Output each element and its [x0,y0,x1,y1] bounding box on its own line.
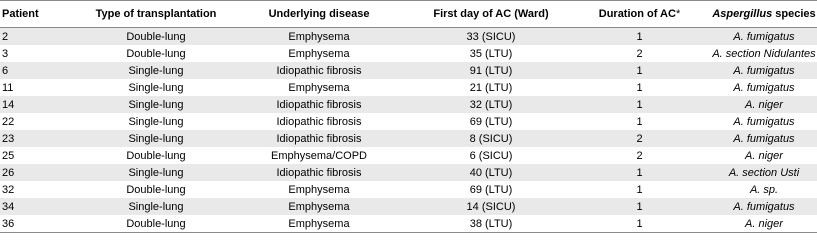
table-row [0,96,817,113]
cell-duration: 1 [568,113,711,130]
cell-underlying-disease: Idiopathic fibrosis [224,130,414,147]
cell-underlying-disease: Idiopathic fibrosis [224,164,414,181]
cell-patient: 23 [0,130,88,147]
cell-duration: 1 [568,79,711,96]
cell-species: A. fumigatus [711,198,817,215]
table-row [0,164,817,181]
cell-species: A. section Nidulantes [711,45,817,62]
table-row [0,215,817,233]
cell-patient: 14 [0,96,88,113]
cell-species: A. fumigatus [711,28,817,46]
header-transplant-type: Type of transplantation [88,1,224,28]
cell-species: A. fumigatus [711,113,817,130]
cell-first-day: 33 (SICU) [414,28,568,46]
table-header [0,1,817,28]
cell-underlying-disease: Emphysema [224,181,414,198]
cell-duration: 1 [568,96,711,113]
header-species [711,1,817,28]
cell-species: A. section Usti [711,164,817,181]
cell-duration: 1 [568,164,711,181]
cell-transplant-type: Double-lung [88,215,224,233]
cell-species: A. niger [711,96,817,113]
cell-transplant-type: Double-lung [88,147,224,164]
cell-underlying-disease: Idiopathic fibrosis [224,113,414,130]
cell-patient: 26 [0,164,88,181]
cell-duration: 1 [568,198,711,215]
table-row [0,113,817,130]
cell-transplant-type: Single-lung [88,96,224,113]
cell-first-day: 14 (SICU) [414,198,568,215]
header-species-genus: Aspergillus [712,8,773,20]
cell-transplant-type: Single-lung [88,62,224,79]
header-patient: Patient [0,1,88,28]
cell-underlying-disease: Emphysema [224,215,414,233]
cell-species: A. fumigatus [711,79,817,96]
cell-transplant-type: Single-lung [88,79,224,96]
cell-underlying-disease: Emphysema/COPD [224,147,414,164]
cell-first-day: 21 (LTU) [414,79,568,96]
table-row [0,198,817,215]
cell-underlying-disease: Idiopathic fibrosis [224,96,414,113]
cell-patient: 25 [0,147,88,164]
cell-duration: 1 [568,28,711,46]
cell-duration: 1 [568,181,711,198]
cell-transplant-type: Single-lung [88,198,224,215]
cell-patient: 11 [0,79,88,96]
cell-underlying-disease: Idiopathic fibrosis [224,62,414,79]
cell-underlying-disease: Emphysema [224,28,414,46]
table-row [0,62,817,79]
cell-underlying-disease: Emphysema [224,198,414,215]
cell-species: A. fumigatus [711,130,817,147]
cell-transplant-type: Double-lung [88,28,224,46]
header-first-day: First day of AC (Ward) [414,1,568,28]
cell-first-day: 35 (LTU) [414,45,568,62]
cell-first-day: 6 (SICU) [414,147,568,164]
cell-duration: 1 [568,62,711,79]
cell-patient: 6 [0,62,88,79]
header-species-suffix: species [772,8,816,20]
cell-patient: 34 [0,198,88,215]
cell-species: A. fumigatus [711,62,817,79]
cell-patient: 36 [0,215,88,233]
cell-first-day: 40 (LTU) [414,164,568,181]
header-duration-footnote-mark: * [675,8,681,20]
cell-species: A. sp. [711,181,817,198]
cell-first-day: 32 (LTU) [414,96,568,113]
cell-species: A. niger [711,215,817,233]
table-row [0,79,817,96]
cell-first-day: 69 (LTU) [414,181,568,198]
table-row [0,45,817,62]
cell-patient: 32 [0,181,88,198]
cell-duration: 2 [568,45,711,62]
header-underlying-disease: Underlying disease [224,1,414,28]
header-duration-label: Duration of AC [598,8,676,20]
table-body [0,28,817,233]
cell-duration: 2 [568,147,711,164]
cell-transplant-type: Double-lung [88,181,224,198]
cell-patient: 2 [0,28,88,46]
cell-underlying-disease: Emphysema [224,45,414,62]
cell-first-day: 69 (LTU) [414,113,568,130]
table-row [0,28,817,46]
table-row [0,181,817,198]
cell-duration: 2 [568,130,711,147]
table-row [0,147,817,164]
cell-patient: 3 [0,45,88,62]
header-duration [568,1,711,28]
cell-underlying-disease: Emphysema [224,79,414,96]
cell-transplant-type: Double-lung [88,45,224,62]
table-row [0,130,817,147]
cell-transplant-type: Single-lung [88,164,224,181]
cell-first-day: 91 (LTU) [414,62,568,79]
cell-transplant-type: Single-lung [88,130,224,147]
header-row [0,1,817,28]
cell-species: A. niger [711,147,817,164]
cell-duration: 1 [568,215,711,233]
cell-first-day: 38 (LTU) [414,215,568,233]
cell-patient: 22 [0,113,88,130]
cell-first-day: 8 (SICU) [414,130,568,147]
cell-transplant-type: Single-lung [88,113,224,130]
